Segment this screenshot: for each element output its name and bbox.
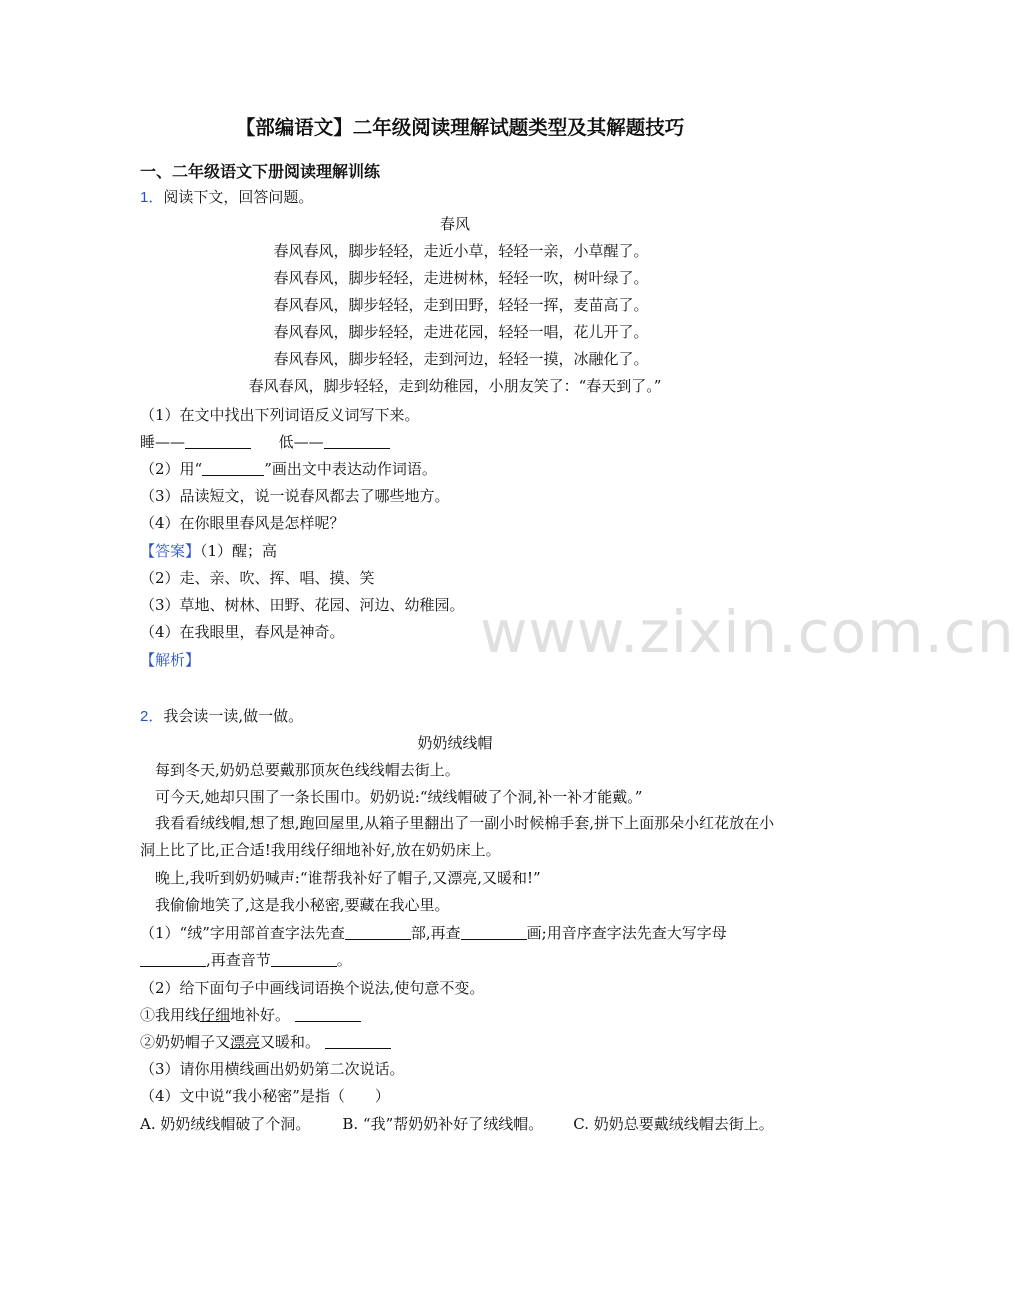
sub-question-2: （2）给下面句子中画线词语换个说法,使句意不变。 <box>140 979 485 997</box>
options-row <box>140 1114 774 1134</box>
sub-question-text: ”画出文中表达动作词语。 <box>264 460 437 478</box>
story-paragraph: 晚上,我听到奶奶喊声:“谁帮我补好了帽子,又漂亮,又暖和!” <box>155 869 541 887</box>
answer-text: （3）草地、树林、田野、花园、河边、幼稚园。 <box>140 596 465 614</box>
poem-line: 春风春风，脚步轻轻，走近小草，轻轻一亲，小草醒了。 <box>273 242 649 260</box>
answer-blank[interactable] <box>461 923 527 940</box>
story-title: 奶奶绒线帽 <box>417 734 493 752</box>
answer-blank[interactable] <box>324 432 390 449</box>
poem-line: 春风春风，脚步轻轻，走到幼稚园，小朋友笑了：“春天到了。” <box>248 377 662 395</box>
sub-question-1 <box>140 923 727 943</box>
sub-question-2 <box>140 459 437 479</box>
watermark <box>480 598 1015 666</box>
sub-question-text: 画;用音序查字法先查大写字母 <box>526 924 727 942</box>
sub-question-1-continued <box>140 950 352 970</box>
item-text: 地补好。 <box>230 1006 291 1024</box>
sub-question-1: （1）在文中找出下列词语反义词写下来。 <box>140 406 420 424</box>
underlined-word: 仔细 <box>200 1006 231 1024</box>
answer-text: （4）在我眼里，春风是神奇。 <box>140 623 345 641</box>
sub-question-text: 部,再查 <box>410 924 461 942</box>
poem-line: 春风春风，脚步轻轻，走到田野，轻轻一挥，麦苗高了。 <box>273 296 649 314</box>
story-paragraph: 每到冬天,奶奶总要戴那顶灰色线线帽去街上。 <box>155 761 460 779</box>
section-heading: 一、二年级语文下册阅读理解训练 <box>140 162 381 181</box>
option-c[interactable]: C. 奶奶总要戴绒线帽去街上。 <box>573 1115 774 1133</box>
poem-title: 春风 <box>439 215 470 233</box>
antonym-row <box>140 432 390 452</box>
antonym-label: 低—— <box>278 433 324 451</box>
item-text: ①我用线 <box>140 1006 201 1024</box>
question-1-prompt <box>140 187 313 208</box>
antonym-label: 睡—— <box>140 433 186 451</box>
answer-text: （1）醒；高 <box>200 542 278 560</box>
sub-question-4: （4）文中说“我小秘密”是指（ ） <box>140 1087 390 1105</box>
sub-question-4: （4）在你眼里春风是怎样呢？ <box>140 514 345 532</box>
sub-question-text: （2）用“ <box>140 460 203 478</box>
story-paragraph: 我看看绒线帽,想了想,跑回屋里,从箱子里翻出了一副小时候棉手套,拼下上面那朵小红花放在小洞上比了比,正合适!我用线仔细地补好,放在奶奶床上。 <box>140 814 775 859</box>
sub-question-3: （3）品读短文，说一说春风都去了哪些地方。 <box>140 487 450 505</box>
answer-blank[interactable] <box>140 950 206 967</box>
sub-question-text: ,再查音节 <box>206 951 271 969</box>
item-text: ②奶奶帽子又 <box>140 1033 231 1051</box>
sub-question-2-item-2 <box>140 1032 391 1052</box>
answer-blank[interactable] <box>345 923 411 940</box>
sub-question-2-item-1 <box>140 1005 361 1025</box>
sub-question-3: （3）请你用横线画出奶奶第二次说话。 <box>140 1060 405 1078</box>
question-text: 我会读一读,做一做。 <box>163 707 304 725</box>
answer-blank[interactable] <box>202 459 264 476</box>
analysis-tag: 【解析】 <box>140 651 201 669</box>
poem-line: 春风春风，脚步轻轻，走到河边，轻轻一摸，冰融化了。 <box>273 350 649 368</box>
option-b[interactable]: B. “我”帮奶奶补好了绒线帽。 <box>342 1115 544 1133</box>
question-number: 2． <box>140 708 164 725</box>
answer-tag: 【答案】 <box>140 542 201 560</box>
item-text: 又暖和。 <box>260 1033 321 1051</box>
answer-text: （2）走、亲、吹、挥、唱、摸、笑 <box>140 569 375 587</box>
answer-blank[interactable] <box>185 432 251 449</box>
answer-blank[interactable] <box>325 1032 391 1049</box>
option-a[interactable]: A. 奶奶绒线帽破了个洞。 <box>140 1115 311 1133</box>
poem-line: 春风春风，脚步轻轻，走进花园，轻轻一唱，花儿开了。 <box>273 323 649 341</box>
answer-row <box>140 541 277 561</box>
story-paragraph: 我偷偷地笑了,这是我小秘密,要藏在我心里。 <box>155 896 450 914</box>
sub-question-text: （1）“绒”字用部首查字法先查 <box>140 924 345 942</box>
story-paragraph: 可今天,她却只围了一条长围巾。奶奶说:“绒线帽破了个洞,补一补才能戴。” <box>155 788 643 806</box>
underlined-word: 漂亮 <box>230 1033 261 1051</box>
question-2-prompt <box>140 706 303 727</box>
question-text: 阅读下文，回答问题。 <box>163 188 314 206</box>
sub-question-text: 。 <box>336 951 352 969</box>
document-title: 【部编语文】二年级阅读理解试题类型及其解题技巧 <box>235 116 685 139</box>
answer-blank[interactable] <box>295 1005 361 1022</box>
poem-line: 春风春风，脚步轻轻，走进树林，轻轻一吹，树叶绿了。 <box>273 269 649 287</box>
watermark-text: www.zixin.com.cn <box>480 598 1015 666</box>
answer-blank[interactable] <box>271 950 337 967</box>
question-number: 1． <box>140 189 164 206</box>
